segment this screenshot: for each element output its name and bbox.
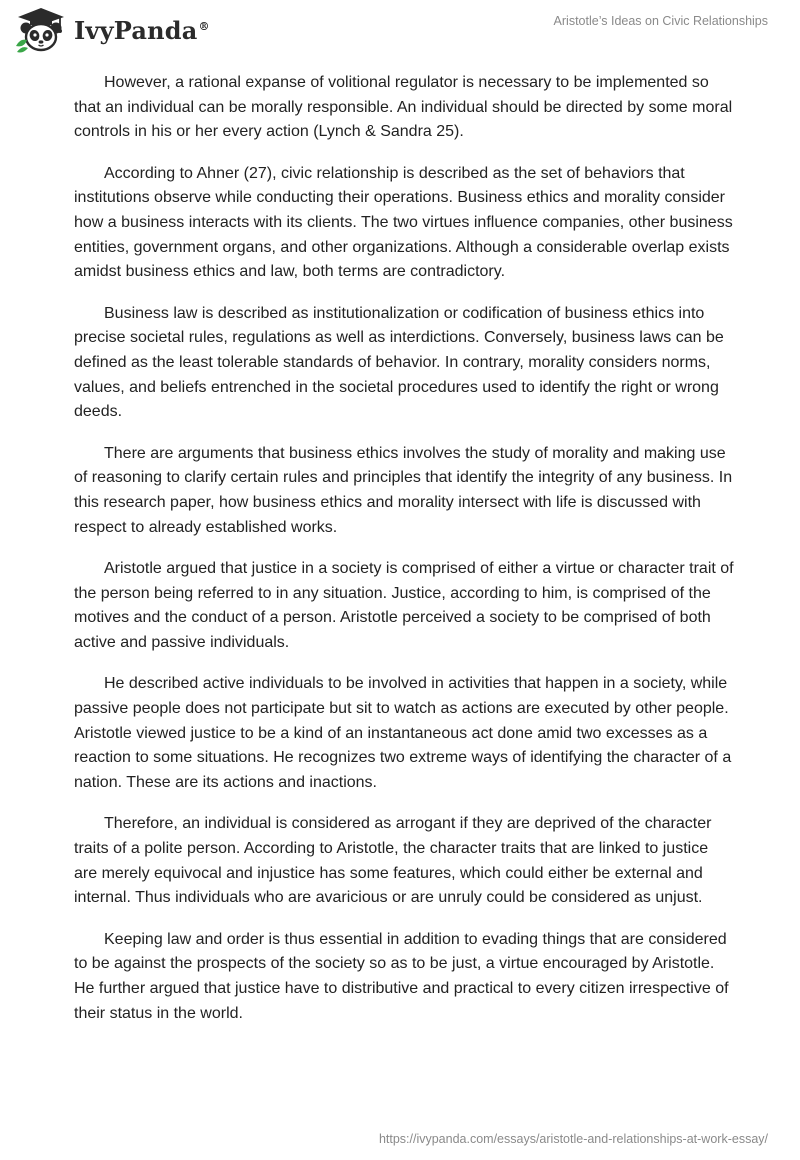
panda-graduate-icon <box>14 6 68 54</box>
paragraph: Keeping law and order is thus essential in addition to evading things that are considered to be against the prospects of the society so as to be just, a virtue encouraged by Aristotle. He further argued that justice have to distributive and practical to every citizen irrespective of their status in the world. <box>74 930 729 1022</box>
paragraph: Therefore, an individual is considered as arrogant if they are deprived of the character traits of a polite person. According to Aristotle, the character traits that are linked to justice are merely equivocal and injustice has some features, which could either be external and internal. Thus individuals who are avaricious or are unruly could be considered as unjust. <box>74 815 712 907</box>
paragraph: There are arguments that business ethics involves the study of morality and making use of reasoning to clarify certain rules and principles that identify the integrity of any business. In this research paper, how business ethics and morality intersect with life is discussed with respect to already established works. <box>74 444 733 536</box>
paragraph: Aristotle argued that justice in a society is comprised of either a virtue or character trait of the person being referred to in any situation. Justice, according to him, is comprised of the motives and the conduct of a person. Aristotle perceived a society to be comprised of both active and passive individuals. <box>74 560 734 651</box>
paragraph: According to Ahner (27), civic relationship is described as the set of behaviors that institutions observe while conducting their operations. Business ethics and morality consider how a business interacts with its clients. The two virtues influence companies, other business entities, government organs, and other organizations. Although a considerable overlap exists amidst business ethics and law, both terms are contradictory. <box>74 164 733 281</box>
paragraph: However, a rational expanse of volitional regulator is necessary to be implemented so that an individual can be morally responsible. An individual should be directed by some moral controls in his or her every action (Lynch & Sandra 25). <box>74 74 733 141</box>
source-url[interactable]: https://ivypanda.com/essays/aristotle-and-relationships-at-work-essay/ <box>378 1132 768 1146</box>
document-title: Aristotle’s Ideas on Civic Relationships <box>553 14 768 28</box>
paragraph: Business law is described as institutionalization or codification of business ethics into precise societal rules, regulations as well as interdictions. Conversely, business laws can be defined as the least tolerable standards of behavior. In contrary, morality considers norms, values, and beliefs entrenched in the societal procedures used to identify the right or wrong deeds. <box>74 304 724 421</box>
paragraph: He described active individuals to be involved in activities that happen in a society, while passive people does not participate but sit to watch as actions are executed by other people. Aristotle viewed justice to be a kind of an instantaneous act done amid two excesses as a reaction to some situations. He recognizes two extreme ways of identifying the character of a nation. These are its actions and inactions. <box>74 675 732 791</box>
page-header <box>0 0 800 60</box>
logo-text: IvyPanda® <box>74 15 210 45</box>
ivypanda-logo[interactable] <box>14 6 210 54</box>
essay-body <box>74 71 734 1043</box>
registered-mark: ® <box>198 19 210 33</box>
